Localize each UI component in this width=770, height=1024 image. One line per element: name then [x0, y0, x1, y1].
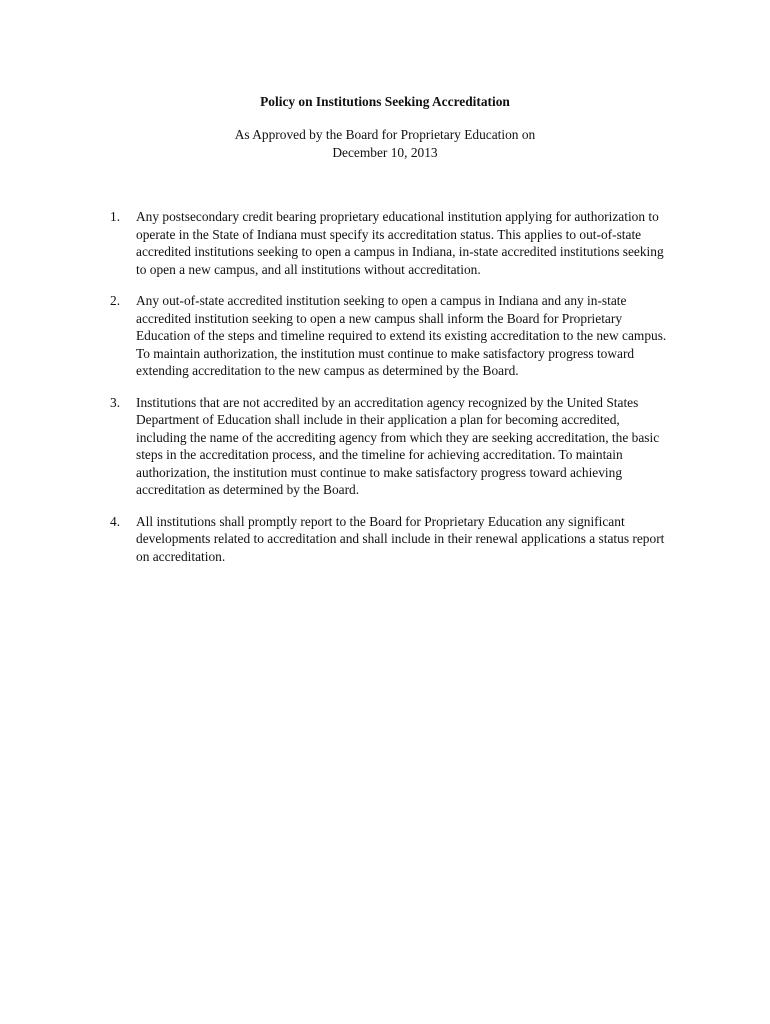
policy-item-4 [110, 513, 670, 566]
policy-item-text: Institutions that are not accredited by an accreditation agency recognized by the United States Department of Education shall include in their application a plan for becoming accredited, including the name of the accrediting agency from which they are seeking accreditation, the basic steps in the accreditation process, and the timeline for achieving accreditation. To maintain authorization, the institution must continue to make satisfactory progress toward achieving accreditation as determined by the Board. [136, 394, 660, 497]
policy-item-text: Any out-of-state accredited institution seeking to open a campus in Indiana and any in-state accredited institution seeking to open a new campus shall inform the Board for Proprietary Education of the steps and timeline required to extend its existing accreditation to the new campus. To maintain authorization, the institution must continue to make satisfactory progress toward extending accreditation to the new campus as determined by the Board. [136, 293, 667, 378]
policy-item-1 [110, 208, 670, 278]
policy-item-3 [110, 394, 670, 499]
approval-date: December 10, 2013 [332, 145, 438, 160]
policy-item-number: 1. [110, 209, 121, 224]
policy-item-2 [110, 292, 670, 380]
policy-item-text: All institutions shall promptly report to the Board for Proprietary Education any significant developments related to accreditation and shall include in their renewal applications a status report on accreditation. [136, 513, 665, 564]
document-title: Policy on Institutions Seeking Accreditation [260, 94, 510, 109]
approval-statement [0, 126, 770, 162]
policy-item-number: 2. [110, 293, 121, 308]
policy-list [110, 208, 670, 579]
policy-item-text: Any postsecondary credit bearing proprietary educational institution applying for authorization to operate in the State of Indiana must specify its accreditation status. This applies to out-of-state accredited institutions seeking to open a campus in Indiana, in-state accredited institutions seeking to open a new campus, and all institutions without accreditation. [136, 209, 664, 277]
approval-line-1: As Approved by the Board for Proprietary Education on [234, 127, 536, 142]
policy-item-number: 3. [110, 394, 121, 410]
policy-item-number: 4. [110, 513, 121, 529]
